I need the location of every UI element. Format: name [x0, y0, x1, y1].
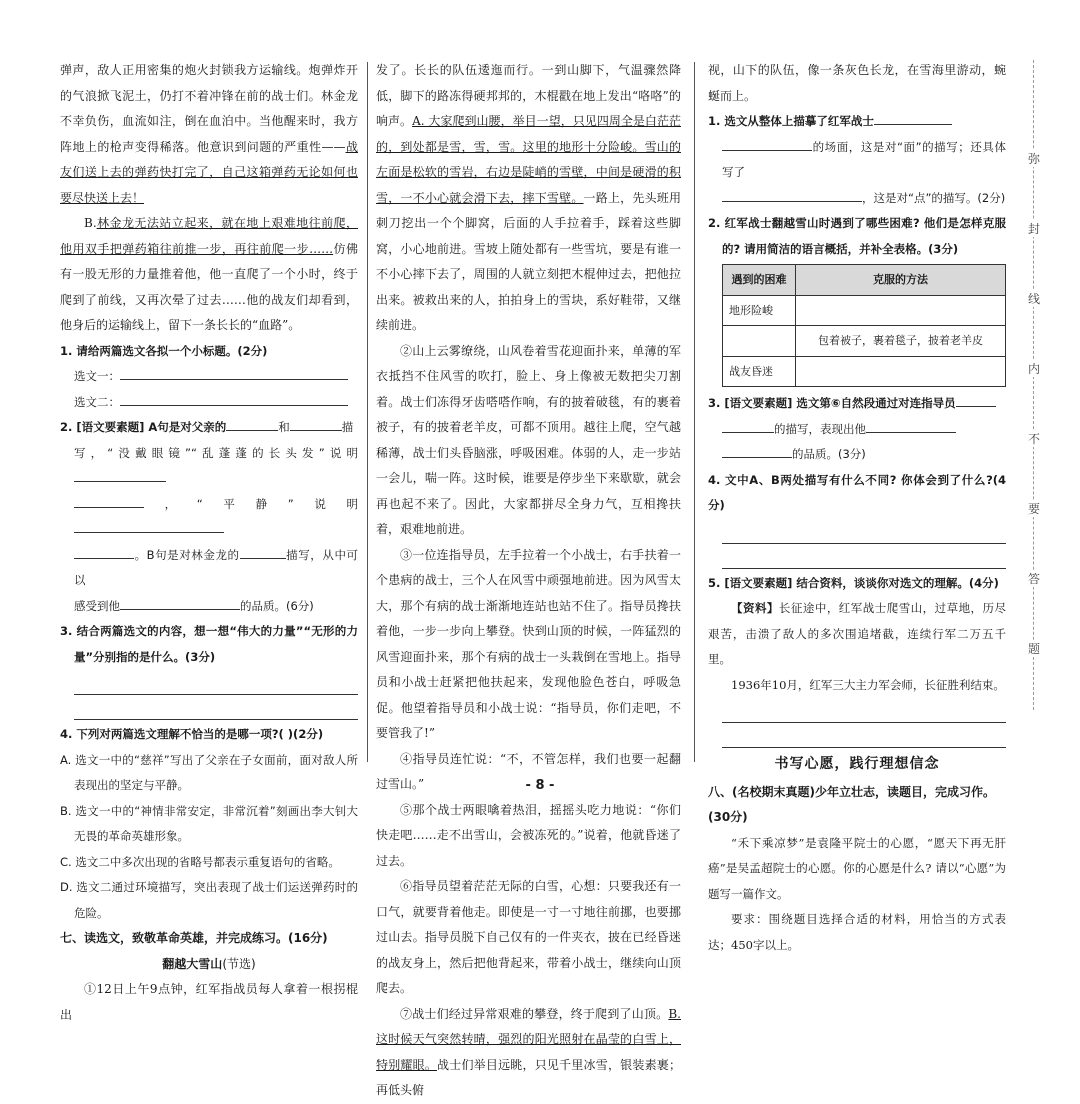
answer-blank[interactable]	[74, 544, 134, 559]
answer-blank[interactable]	[74, 518, 224, 533]
question-5: 5. [语文要素题] 结合资料，谈谈你对选文的理解。(4分)	[708, 575, 999, 590]
answer-blank[interactable]	[240, 544, 286, 559]
seal-char: 弥	[1024, 150, 1044, 167]
answer-blank[interactable]	[290, 416, 342, 431]
question-1: 1. 选文从整体上描摹了红军战士	[708, 109, 1006, 135]
table-cell-blank[interactable]	[796, 356, 1006, 387]
seal-char: 封	[1024, 220, 1044, 237]
answer-line[interactable]	[722, 544, 1006, 569]
passage-paragraph-3: ③一位连指导员，左手拉着一个小战士，右手扶着一个患病的战士，三个人在风雪中顽强地前进。因为风雪太大，那个有病的战士渐渐地连站也站不住了。指导员搀扶着他，一步一步向上攀登。快到山顶的时候，一阵猛烈的风雪迎面扑来，那个有病的战士一头栽倒在雪地上。指导员和小战士赶紧把他扶起来，发现他脸色苍白，呼吸急促。他望着指导员和小战士说：“指导员，你们走吧，不要管我了!”	[376, 547, 681, 740]
seal-char: 答	[1024, 570, 1044, 587]
question-4: 4. 下列对两篇选文理解不恰当的是哪一项?( )(2分)	[60, 727, 324, 741]
answer-blank[interactable]	[120, 595, 240, 610]
answer-blank[interactable]	[956, 392, 996, 407]
passage-paragraph-6: ⑥指导员望着茫茫无际的白雪，心想：只要我还有一口气，就要背着他走。即使是一寸一寸地往前挪，也要挪过山去。指导员脱下自己仅有的一件夹衣，披在已经昏迷的战友身上，然后把他背起来，带着小战士，继续向山顶爬去。	[376, 879, 681, 995]
column-left	[60, 58, 358, 1028]
table-header: 遇到的困难	[723, 265, 796, 296]
answer-line[interactable]	[120, 365, 348, 380]
table-header: 克服的方法	[796, 265, 1006, 296]
passage-paragraph-5: ⑤那个战士两眼噙着热泪，摇摇头吃力地说：“你们快走吧……走不出雪山，会被冻死的。”说着，他就昏迷了过去。	[376, 802, 681, 868]
answer-line[interactable]	[74, 670, 358, 695]
column-divider	[694, 62, 695, 762]
writing-requirement: 要求：围绕题目选择合适的材料，用恰当的方式表达；450字以上。	[708, 912, 1006, 952]
passage-title: 翻越大雪山(节选)	[162, 956, 256, 971]
answer-blank[interactable]	[74, 467, 166, 482]
answer-line[interactable]	[722, 723, 1006, 748]
answer-row-a: 选文一：	[60, 364, 358, 390]
passage-sentence-b: B.林金龙无法站立起来，就在地上艰难地往前爬，他用双手把弹药箱往前推一步，再往前爬一步……仿佛有一股无形的力量推着他，他一直爬了一个小时，终于爬到了前线，又再次晕了过去……他的战友们却看到，他身后的运输线上，留下一条长长的“血路”。	[60, 216, 358, 332]
question-1-line2: 的场面，这是对“面”的描写；还具体写了	[708, 135, 1006, 186]
table-cell-blank[interactable]	[796, 295, 1006, 326]
question-3-line2: 的描写，表现出他	[708, 417, 1006, 443]
column-divider	[367, 62, 368, 762]
answer-row-b: 选文二：	[60, 390, 358, 416]
reference-material-2: 1936年10月，红军三大主力军会师，长征胜利结束。	[731, 677, 1005, 692]
question-2-line5: 感受到他 的品质。(6分)	[60, 594, 358, 620]
seal-char: 要	[1024, 500, 1044, 517]
option-b: B. 选文一中的“神情非常安定，非常沉着”刻画出李大钊大无畏的革命英雄形象。	[60, 803, 358, 843]
answer-blank[interactable]	[226, 416, 278, 431]
writing-prompt: “禾下乘凉梦”是袁隆平院士的心愿，“愿天下再无肝癌”是吴孟超院士的心愿。你的心愿是什么? 请以“心愿”为题写一篇作文。	[708, 835, 1006, 901]
option-c: C. 选文二中多次出现的省略号都表示重复语句的省略。	[60, 854, 340, 869]
question-4: 4. 文中A、B两处描写有什么不同? 你体会到了什么?(4分)	[708, 472, 1006, 512]
answer-blank[interactable]	[74, 493, 144, 508]
seal-char: 不	[1024, 430, 1044, 447]
column-right	[708, 58, 1006, 958]
section-7-heading: 七、读选文，致敬革命英雄，并完成练习。(16分)	[60, 931, 328, 945]
passage-continued: 弹声，敌人正用密集的炮火封锁我方运输线。炮弹炸开的气浪掀飞泥土，仍打不着冲锋在前的战士们。林金龙不幸负伤，血流如注，倒在血泊中。当他醒来时，我方阵地上的枪声变得稀落。他意识到问题的严重性——战友们送上去的弹药快打完了，自己这箱弹药无论如何也要尽快送上去！	[60, 63, 358, 205]
seal-char: 题	[1024, 640, 1044, 657]
answer-line[interactable]	[722, 519, 1006, 544]
passage-paragraph-1-cont: 发了。长长的队伍逶迤而行。一到山脚下，气温骤然降低，脚下的路冻得硬邦邦的，木棍戳在地上发出“咯咯”的响声。A. 大家爬到山腰，举目一望，只见四周全是白茫茫的，到处都是雪，雪，雪。这里的地形十分险峻。雪山的左面是松软的雪岩，右边是陡峭的雪壁，中间是硬滑的积雪，一不小心就会滑下去，摔下雪壁。一路上，先头班用刺刀挖出一个个脚窝，后面的人手拉着手，踩着这些脚窝，小心地前进。雪坡上随处都有一些雪坑，要是有谁一不小心摔下去了，周围的人就立刻把木棍伸过去，把他拉出来。被救出来的人，拍拍身上的雪块，系好鞋带，又继续前进。	[376, 63, 681, 332]
passage-paragraph-7: ⑦战士们经过异常艰难的攀登，终于爬到了山顶。B. 这时候天气突然转晴，强烈的阳光照射在晶莹的白雪上，特别耀眼。战士们举目远眺，只见千里冰雪，银装素裹；再低头俯	[376, 1006, 681, 1097]
question-3: 3. [语文要素题] 选文第⑥自然段通过对连指导员	[708, 391, 1006, 417]
answer-blank[interactable]	[874, 110, 952, 125]
question-2: 2. [语文要素题] A句是对父亲的 和 描	[60, 415, 358, 441]
passage-paragraph-4: ④指导员连忙说：“不，不管怎样，我们也要一起翻过雪山。”	[376, 751, 681, 791]
passage-paragraph-1: ①12日上午9点钟，红军指战员每人拿着一根拐棍出	[60, 982, 358, 1022]
writing-section-title: 书写心愿，践行理想信念	[774, 756, 940, 772]
question-2: 2. 红军战士翻越雪山时遇到了哪些困难? 他们是怎样克服的? 请用简洁的语言概括，并补全表格。(3分)	[708, 216, 1006, 256]
table-cell: 战友昏迷	[723, 356, 796, 387]
page-number: - 8 -	[525, 778, 555, 793]
question-1-line3: ，这是对“点”的描写。(2分)	[708, 186, 1006, 212]
question-1: 1. 请给两篇选文各拟一个小标题。(2分)	[60, 343, 268, 358]
section-8-heading: 八、(名校期末真题)少年立壮志，读题目，完成习作。(30分)	[708, 784, 995, 824]
answer-line[interactable]	[120, 391, 348, 406]
answer-line[interactable]	[722, 698, 1006, 723]
table-cell-blank[interactable]	[723, 326, 796, 357]
seal-char: 线	[1024, 290, 1044, 307]
option-a: A. 选文一中的“慈祥”写出了父亲在子女面前，面对敌人所表现出的坚定与平静。	[60, 752, 358, 792]
seal-char: 内	[1024, 360, 1044, 377]
passage-paragraph-2: ②山上云雾缭绕，山风卷着雪花迎面扑来，单薄的军衣抵挡不住风雪的吹打，脸上、身上像被无数把尖刀割着。战士们冻得牙齿嗒嗒作响，有的披着破毯，有的裹着被子，有的披着老羊皮，可都不顶用。越往上爬，空气越稀薄，战士们头昏脑涨，呼吸困难。体弱的人，走一步站一会儿，喘一阵。这时候，谁要是停步坐下来歇歇，就会再也起不来了。因此，大家都拼尽全身力气，互相搀扶着，艰难地前进。	[376, 343, 681, 536]
table-cell: 包着被子，裹着毯子，披着老羊皮	[796, 326, 1006, 357]
answer-blank[interactable]	[722, 443, 792, 458]
answer-blank[interactable]	[722, 136, 812, 151]
question-2-line4: 。B句是对林金龙的 描写，从中可以	[60, 543, 358, 594]
table-row	[723, 326, 1006, 357]
question-2-line2: 写，“没戴眼镜”“乱蓬蓬的长头发”说明	[60, 441, 358, 492]
answer-blank[interactable]	[866, 418, 956, 433]
question-2-line3: ，“平静”说明	[60, 492, 358, 543]
table-row	[723, 295, 1006, 326]
table-row	[723, 356, 1006, 387]
passage-paragraph-7-end: 视，山下的队伍，像一条灰色长龙，在雪海里游动，蜿蜒而上。	[708, 63, 1006, 103]
column-middle	[376, 58, 681, 1104]
option-d: D. 选文二通过环境描写，突出表现了战士们运送弹药时的危险。	[60, 880, 358, 920]
answer-line[interactable]	[74, 695, 358, 720]
answer-blank[interactable]	[722, 418, 774, 433]
answer-blank[interactable]	[722, 187, 862, 202]
table-cell: 地形险峻	[723, 295, 796, 326]
question-3-line3: 的品质。(3分)	[708, 442, 1006, 468]
reference-material: 【资料】长征途中，红军战士爬雪山，过草地，历尽艰苦，击溃了敌人的多次围追堵截，连续行军二万五千里。	[708, 601, 1007, 666]
question-3: 3. 结合两篇选文的内容，想一想“伟大的力量”“无形的力量”分别指的是什么。(3分)	[60, 624, 358, 664]
answer-table	[722, 264, 1006, 387]
